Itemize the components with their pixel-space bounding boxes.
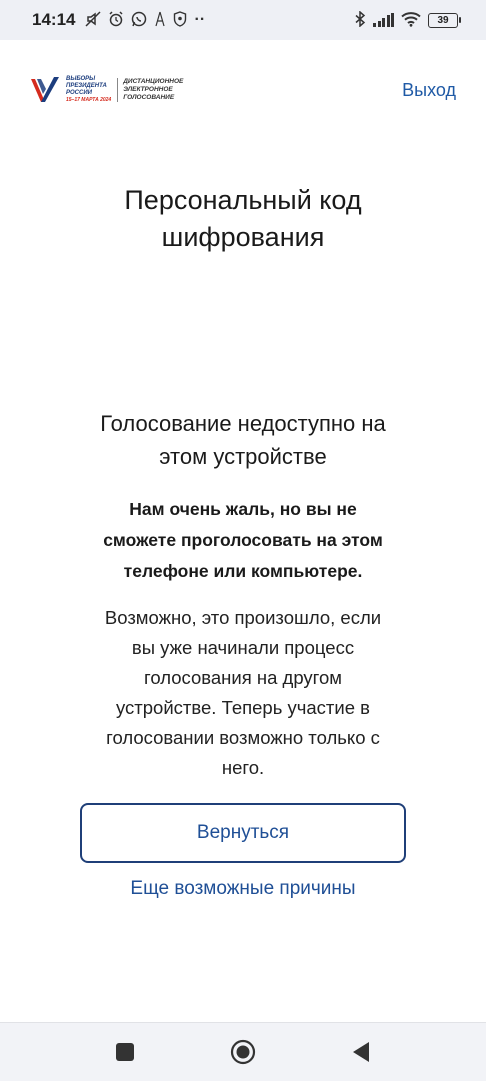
square-icon [115, 1042, 135, 1062]
more-dots-icon: ·· [194, 11, 206, 28]
logo-sub-line: ЭЛЕКТРОННОЕ [123, 86, 173, 93]
error-heading-line: Голосование недоступно на [100, 411, 386, 436]
logo-sub-line: ГОЛОСОВАНИЕ [123, 94, 175, 101]
status-bar [0, 0, 486, 40]
check-mark-logo-icon [30, 76, 60, 104]
app-header [0, 40, 486, 145]
description-line: голосовании возможно только с [106, 727, 380, 748]
error-description [60, 603, 426, 783]
circle-icon [230, 1039, 256, 1065]
back-button-label: Вернуться [196, 822, 290, 843]
description-line: устройстве. Теперь участие в [115, 697, 370, 718]
alarm-icon [108, 11, 124, 29]
error-heading-line: этом устройстве [159, 444, 327, 469]
description-line: голосования на другом [144, 667, 342, 688]
recent-apps-button[interactable] [110, 1037, 140, 1067]
description-line: Возможно, это произошло, если [104, 607, 382, 628]
tower-icon [154, 11, 166, 29]
home-button[interactable] [228, 1037, 258, 1067]
wifi-icon [401, 11, 421, 29]
mute-icon [85, 11, 101, 29]
battery-level: 39 [437, 14, 449, 26]
elections-logo [30, 76, 183, 104]
error-heading [40, 407, 446, 473]
status-time: 14:14 [32, 10, 76, 29]
description-line: вы уже начинали процесс [131, 637, 355, 658]
more-reasons-link[interactable]: Еще возможные причины [130, 878, 356, 899]
description-line: него. [221, 757, 265, 778]
triangle-back-icon [351, 1041, 371, 1063]
error-message-line: телефоне или компьютере. [123, 561, 363, 581]
logo-line: РОССИИ [66, 90, 92, 96]
error-message-line: Нам очень жаль, но вы не [129, 499, 357, 519]
logo-title [66, 76, 111, 104]
logo-sub-line: ДИСТАНЦИОННОЕ [123, 78, 184, 85]
back-nav-button[interactable] [346, 1037, 376, 1067]
logo-line: ПРЕЗИДЕНТА [66, 83, 107, 89]
page-title [40, 182, 446, 256]
battery-icon [428, 13, 458, 28]
whatsapp-icon [131, 11, 147, 29]
signal-icon [373, 13, 394, 27]
shield-icon [173, 11, 187, 29]
logo-date: 15–17 МАРТА 2024 [66, 97, 112, 103]
back-button[interactable] [80, 803, 406, 863]
bluetooth-icon [354, 11, 366, 29]
logo-line: ВЫБОРЫ [66, 76, 96, 82]
logo-subtitle [117, 78, 183, 102]
error-message-line: сможете проголосовать на этом [103, 530, 383, 550]
error-message [60, 494, 426, 587]
title-line: Персональный код [124, 185, 362, 215]
logout-link[interactable]: Выход [402, 80, 456, 100]
title-line: шифрования [161, 222, 325, 252]
system-nav-bar [0, 1022, 486, 1081]
